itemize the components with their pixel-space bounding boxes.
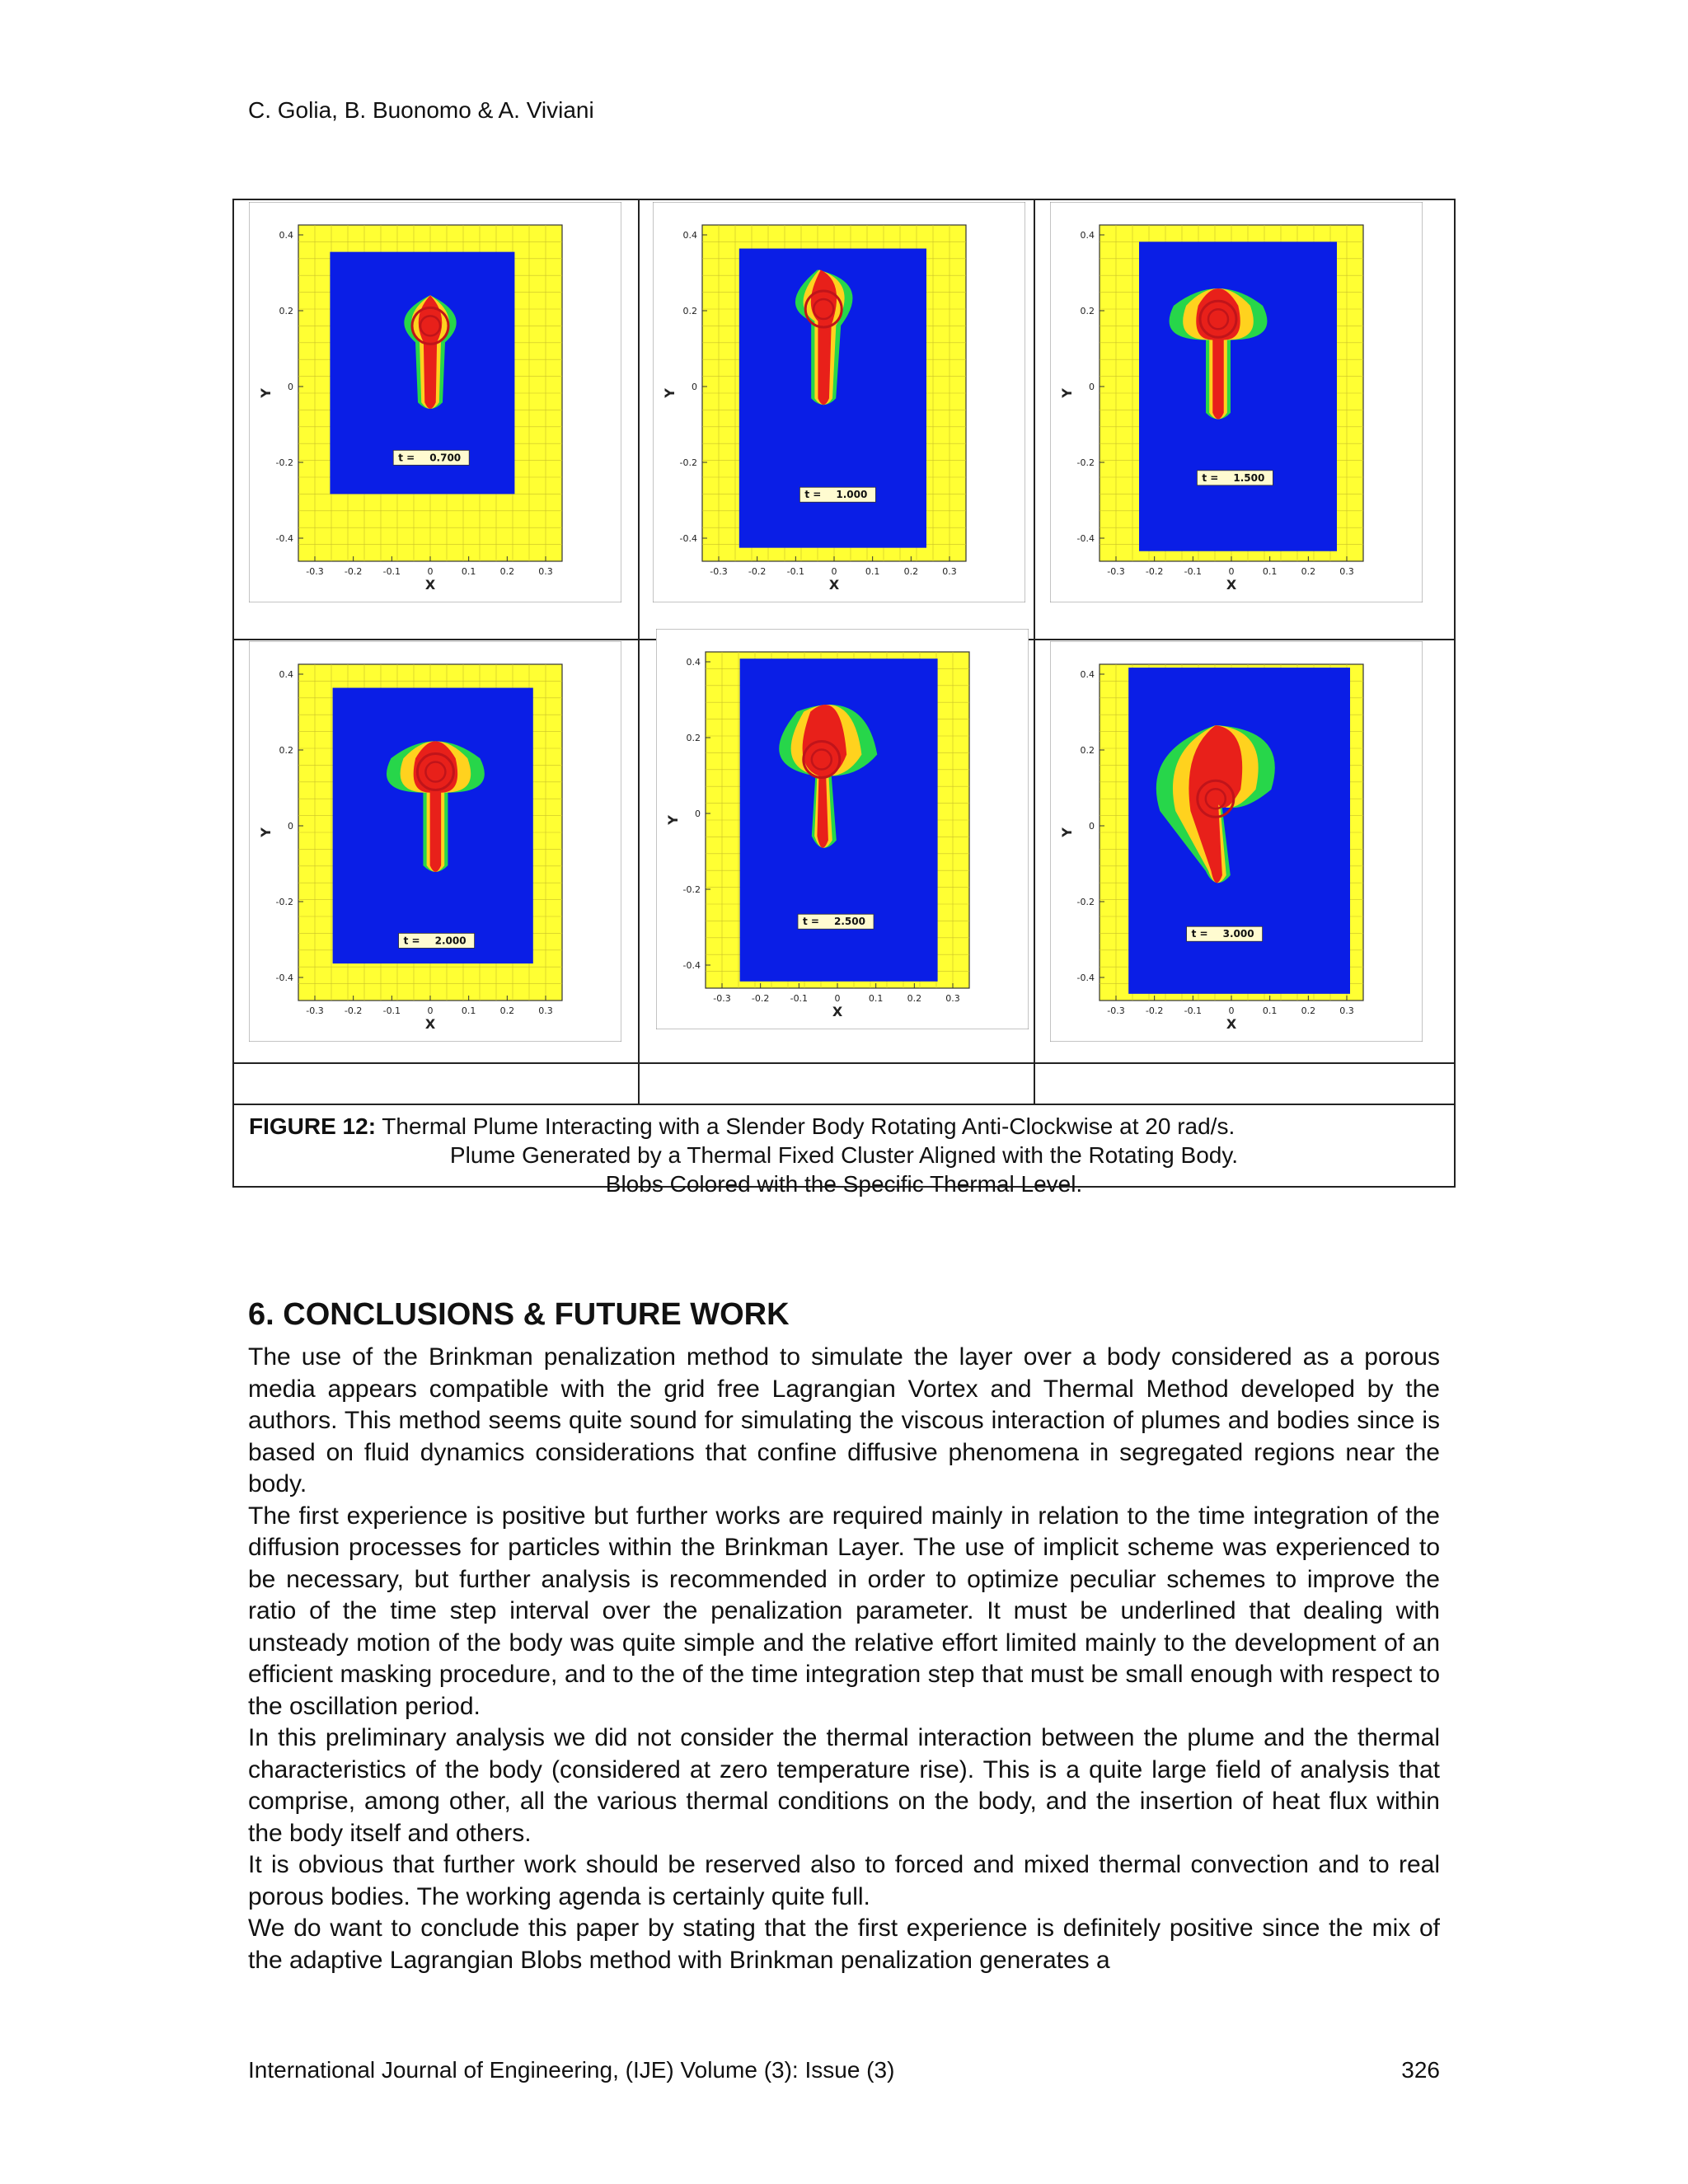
y-tick-label: 0 — [695, 808, 701, 819]
x-tick-label: 0.2 — [499, 1005, 515, 1016]
time-value: 0.700 — [429, 452, 462, 464]
x-tick-label: 0.3 — [1339, 1005, 1354, 1016]
y-tick-label: -0.4 — [275, 972, 293, 983]
y-tick-label: 0.2 — [1080, 306, 1095, 316]
y-tick-label: -0.2 — [682, 884, 701, 895]
y-tick-label: 0.2 — [686, 733, 701, 743]
y-tick-label: -0.2 — [275, 457, 293, 468]
x-tick-label: -0.1 — [382, 1005, 401, 1016]
time-value: 1.500 — [1233, 471, 1265, 484]
footer-journal: International Journal of Engineering, (IJE) Volume (3): Issue (3) — [248, 2057, 895, 2083]
x-tick-label: -0.1 — [1184, 566, 1203, 577]
x-axis-label: X — [828, 577, 840, 593]
y-tick-label: -0.4 — [1076, 533, 1095, 544]
fluid-domain — [1139, 241, 1337, 551]
x-tick-label: 0.1 — [461, 1005, 476, 1016]
x-tick-label: -0.2 — [344, 566, 363, 577]
y-tick-label: 0.2 — [682, 306, 697, 316]
fluid-domain — [1128, 668, 1350, 994]
time-value: 2.500 — [834, 916, 865, 928]
x-tick-label: 0.1 — [1262, 566, 1278, 577]
time-value: 3.000 — [1222, 928, 1254, 940]
y-tick-label: -0.2 — [275, 897, 293, 907]
x-tick-label: 0.2 — [499, 566, 515, 577]
y-axis-label: Y — [1059, 827, 1075, 837]
y-axis-label: Y — [665, 815, 681, 825]
y-axis-label: Y — [258, 827, 274, 837]
paragraph: We do want to conclude this paper by stating that the first experience is definitely positive since the mix of the adaptive Lagrangian Blobs method with Brinkman penalization generates a — [248, 1915, 1440, 1974]
section-heading: 6. CONCLUSIONS & FUTURE WORK — [248, 1297, 790, 1332]
y-tick-label: 0 — [288, 821, 293, 832]
y-tick-label: -0.2 — [1076, 897, 1095, 907]
y-tick-label: 0 — [1089, 821, 1095, 832]
paragraph: In this preliminary analysis we did not consider the thermal interaction between the plume and the thermal characteristics of the body (considered at zero temperature rise). This is a quite large field of analysis that comprise, among other, all the various thermal conditions on the body, and the insertion of heat flux within the body itself and others. — [248, 1724, 1440, 1847]
caption-label: FIGURE 12: — [249, 1113, 377, 1139]
y-tick-label: -0.4 — [682, 960, 701, 971]
x-tick-label: 0.1 — [865, 566, 880, 577]
running-header-authors: C. Golia, B. Buonomo & A. Viviani — [248, 97, 594, 123]
y-axis-label: Y — [1059, 388, 1075, 398]
plume-plot — [249, 202, 621, 602]
plume-panel — [249, 641, 621, 1042]
time-label: t = — [1191, 928, 1208, 940]
plume-panel — [249, 202, 621, 602]
x-tick-label: -0.1 — [786, 566, 805, 577]
plume-plot — [656, 629, 1029, 1029]
y-tick-label: 0 — [288, 382, 293, 392]
x-tick-label: -0.2 — [748, 566, 767, 577]
x-tick-label: 0 — [1228, 566, 1235, 577]
x-tick-label: 0.3 — [945, 993, 960, 1004]
time-label: t = — [804, 489, 822, 501]
x-tick-label: 0 — [427, 1005, 434, 1016]
body-text — [248, 1342, 1440, 1976]
paragraph: The first experience is positive but further works are required mainly in relation to the time integration of the diffusion processes for particles within the Brinkman Layer. The use of implicit scheme was experienced to be necessary, but further analysis is recommended in order to optimize peculiar schemes to improve the ratio of the time step interval over the penalization parameter. It must be underlined that dealing with unsteady motion of the body was quite simple and the relative effort limited mainly to the development of an efficient masking procedure, and to the of the time integration step that must be small enough with respect to the oscillation period. — [248, 1502, 1440, 1720]
plume-plot — [1050, 202, 1423, 602]
x-tick-label: 0.1 — [461, 566, 476, 577]
y-axis-label: Y — [258, 388, 274, 398]
y-tick-label: 0.4 — [1080, 669, 1095, 680]
y-tick-label: 0.4 — [1080, 230, 1095, 241]
y-tick-label: 0.4 — [279, 230, 293, 241]
x-tick-label: -0.1 — [1184, 1005, 1203, 1016]
x-tick-label: -0.2 — [344, 1005, 363, 1016]
x-tick-label: 0.3 — [1339, 566, 1354, 577]
table-divider — [234, 1062, 1454, 1064]
x-tick-label: 0 — [831, 566, 837, 577]
time-label: t = — [398, 452, 415, 464]
figure-table — [232, 199, 1456, 1197]
y-tick-label: 0 — [692, 382, 697, 392]
y-tick-label: -0.2 — [679, 457, 697, 468]
y-tick-label: -0.4 — [679, 533, 697, 544]
caption-line: Blobs Colored with the Specific Thermal Level. — [605, 1171, 1083, 1197]
plume-panel — [653, 202, 1025, 602]
y-tick-label: 0.4 — [682, 230, 697, 241]
x-tick-label: -0.3 — [1107, 1005, 1125, 1016]
x-tick-label: 0.1 — [868, 993, 884, 1004]
y-tick-label: -0.4 — [275, 533, 293, 544]
y-tick-label: -0.2 — [1076, 457, 1095, 468]
x-axis-label: X — [1226, 577, 1237, 593]
x-tick-label: 0.3 — [538, 1005, 553, 1016]
x-tick-label: 0 — [1228, 1005, 1235, 1016]
x-tick-label: 0.2 — [1301, 566, 1316, 577]
x-tick-label: -0.1 — [790, 993, 809, 1004]
time-label: t = — [803, 916, 819, 928]
paragraph: The use of the Brinkman penalization method to simulate the layer over a body considered as a porous media appears compatible with the grid free Lagrangian Vortex and Thermal Method developed by the authors. This method seems quite sound for simulating the viscous interaction of plumes and bodies since is based on fluid dynamics considerations that confine diffusive phenomena in segregated regions near the body. — [248, 1343, 1440, 1497]
time-label: t = — [1202, 471, 1219, 484]
time-label: t = — [403, 935, 420, 947]
x-tick-label: -0.2 — [751, 993, 770, 1004]
x-tick-label: -0.2 — [1145, 566, 1164, 577]
plume-plot — [653, 202, 1025, 602]
y-tick-label: -0.4 — [1076, 972, 1095, 983]
x-tick-label: 0.1 — [1262, 1005, 1278, 1016]
x-tick-label: 0.3 — [942, 566, 957, 577]
x-axis-label: X — [424, 577, 436, 593]
plume-panel — [1050, 641, 1423, 1042]
time-value: 2.000 — [434, 935, 467, 947]
x-tick-label: -0.3 — [1107, 566, 1125, 577]
x-tick-label: -0.3 — [306, 566, 324, 577]
x-tick-label: 0.3 — [538, 566, 553, 577]
x-tick-label: -0.3 — [710, 566, 728, 577]
y-tick-label: 0.2 — [279, 745, 293, 756]
y-tick-label: 0.4 — [279, 669, 293, 680]
table-divider — [1034, 200, 1035, 1104]
y-tick-label: 0.2 — [279, 306, 293, 316]
caption-line: Thermal Plume Interacting with a Slender Body Rotating Anti-Clockwise at 20 rad/s. — [376, 1113, 1236, 1139]
x-axis-label: X — [832, 1004, 843, 1019]
x-tick-label: 0.2 — [907, 993, 922, 1004]
x-axis-label: X — [424, 1016, 436, 1032]
x-axis-label: X — [1226, 1016, 1237, 1032]
y-tick-label: 0.4 — [686, 657, 701, 668]
x-tick-label: -0.3 — [713, 993, 731, 1004]
x-tick-label: -0.3 — [306, 1005, 324, 1016]
y-tick-label: 0.2 — [1080, 745, 1095, 756]
y-tick-label: 0 — [1089, 382, 1095, 392]
plume-plot — [249, 641, 621, 1042]
plume-panel — [1050, 202, 1423, 602]
caption-line: Plume Generated by a Thermal Fixed Cluster Aligned with the Rotating Body. — [449, 1142, 1239, 1168]
paragraph: It is obvious that further work should be reserved also to forced and mixed thermal convection and to real porous bodies. The working agenda is certainly quite full. — [248, 1851, 1440, 1910]
x-tick-label: 0.2 — [1301, 1005, 1316, 1016]
x-tick-label: -0.1 — [382, 566, 401, 577]
x-tick-label: 0.2 — [903, 566, 919, 577]
figure-caption — [234, 1104, 1454, 1198]
plume-panel — [656, 629, 1029, 1029]
x-tick-label: 0 — [427, 566, 434, 577]
y-axis-label: Y — [662, 388, 678, 398]
page-number: 326 — [1401, 2057, 1440, 2083]
plume-plot — [1050, 641, 1423, 1042]
time-value: 1.000 — [836, 489, 868, 501]
x-tick-label: -0.2 — [1145, 1005, 1164, 1016]
table-divider — [638, 200, 640, 1104]
x-tick-label: 0 — [834, 993, 841, 1004]
